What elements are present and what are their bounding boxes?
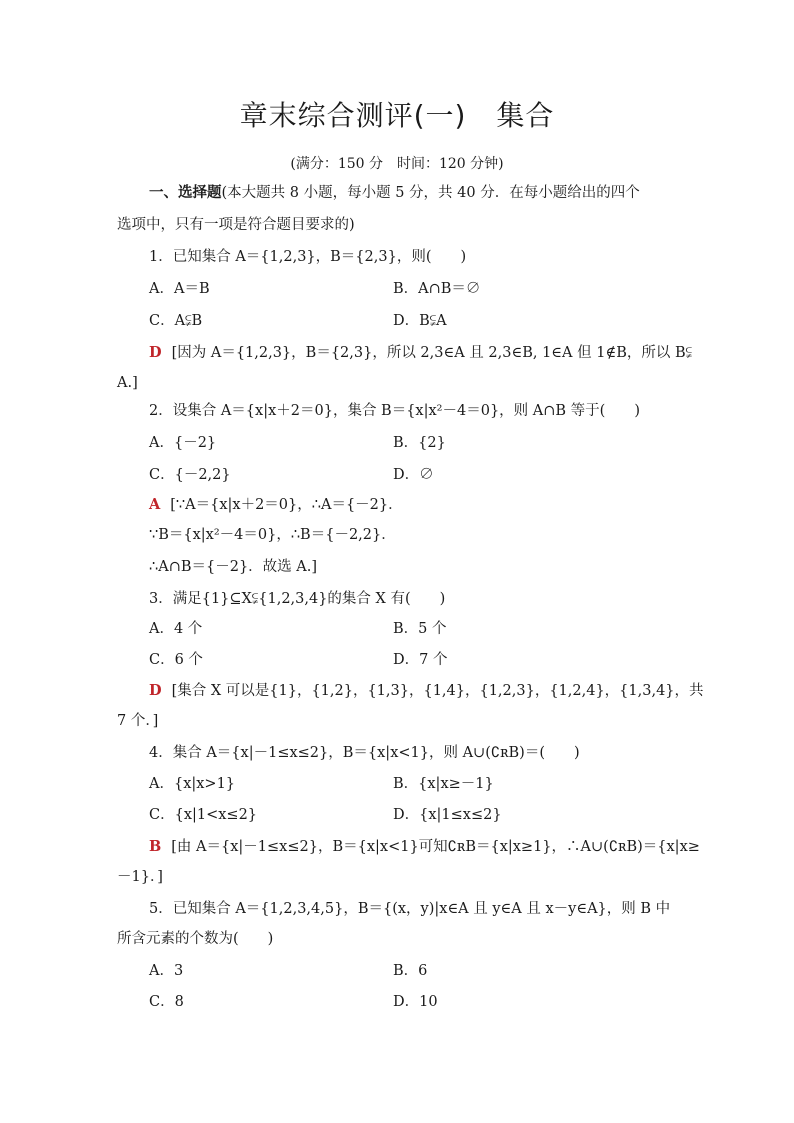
option-c: C．A⫋B [149,313,203,329]
option-b: B．{x|x≥－1} [393,776,494,792]
explanation-text: 7 个．] [117,713,159,729]
option-b: B．{2} [393,435,446,451]
explanation-text: ∴A∩B＝{－2}．故选 A.] [149,559,318,575]
page-title [0,96,794,136]
explanation-text: －1}．] [117,869,163,885]
option-d: D．B⫋A [393,313,447,329]
option-c: C．6 个 [149,652,203,668]
option-c: C．{－2,2} [149,467,231,483]
exam-info: (满分：150 分 时间：120 分钟) [290,156,504,172]
question-stem: 1．已知集合 A＝{1,2,3}，B＝{2,3}，则( ) [149,249,467,265]
option-a: A．{－2} [149,435,217,451]
answer-letter: D [149,682,162,699]
question-stem: 3．满足{1}⊆X⫋{1,2,3,4}的集合 X 有( ) [149,591,446,607]
answer-line [149,494,403,516]
option-b: B．5 个 [393,621,447,637]
section-heading [149,182,640,204]
answer-letter: A [149,496,161,513]
option-a: A．4 个 [149,621,203,637]
option-a: A．{x|x>1} [149,776,236,792]
question-stem: 4．集合 A＝{x|－1≤x≤2}，B＝{x|x<1}，则 A∪(∁ʀB)＝( ) [149,745,580,761]
title-topic: 集合 [496,99,555,132]
option-c: C．8 [149,994,184,1010]
section-description: (本大题共 8 小题，每小题 5 分，共 40 分．在每小题给出的四个 [221,185,640,201]
option-c: C．{x|1<x≤2} [149,807,258,823]
option-d: D．7 个 [393,652,448,668]
question-stem: 2．设集合 A＝{x|x＋2＝0}，集合 B＝{x|x²－4＝0}，则 A∩B 等于( ) [149,403,640,419]
question-stem: 5．已知集合 A＝{1,2,3,4,5}，B＝{(x，y)|x∈A 且 y∈A 且 x－y∈A}，则 B 中 [149,901,671,917]
answer-line [149,680,704,702]
option-d: D．10 [393,994,438,1010]
question-stem-cont: 所含元素的个数为( ) [117,931,274,947]
option-a: A．A＝B [149,281,210,297]
explanation-text: [∵A＝{x|x＋2＝0}，∴A＝{－2}． [170,497,403,513]
explanation-text: [因为 A＝{1,2,3}，B＝{2,3}，所以 2,3∈A 且 2,3∈B, 1∈A 但 1∉B，所以 B⫋ [171,345,692,361]
option-d: D．{x|1≤x≤2} [393,807,502,823]
option-a: A．3 [149,963,184,979]
section-title: 一、选择题 [149,184,222,201]
explanation-text: ∵B＝{x|x²－4＝0}，∴B＝{－2,2}． [149,527,396,543]
option-b: B．A∩B＝∅ [393,281,481,297]
explanation-text: [由 A＝{x|－1≤x≤2}，B＝{x|x<1}可知∁ʀB＝{x|x≥1}，∴A∪(∁ʀB)＝{x|x≥ [171,839,700,855]
title-main: 章末综合测评(一) [239,99,467,132]
answer-letter: D [149,344,162,361]
answer-line [149,836,700,858]
explanation-text: [集合 X 可以是{1}，{1,2}，{1,3}，{1,4}，{1,2,3}，{1,2,4}，{1,3,4}，共 [171,683,704,699]
answer-letter: B [149,838,162,855]
explanation-text: A.] [117,375,138,391]
answer-line [149,342,692,364]
option-b: B．6 [393,963,428,979]
section-description-cont: 选项中，只有一项是符合题目要求的) [117,217,355,233]
option-d: D．∅ [393,467,434,483]
